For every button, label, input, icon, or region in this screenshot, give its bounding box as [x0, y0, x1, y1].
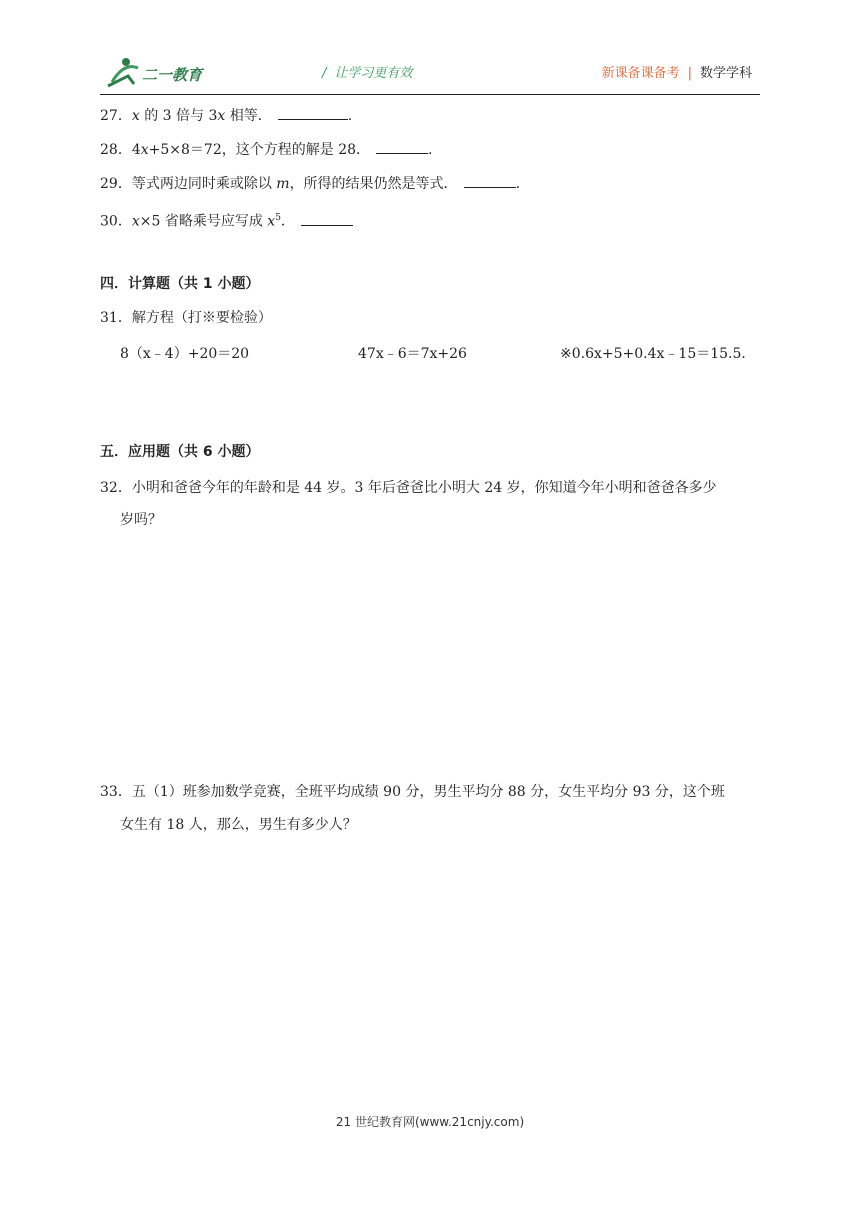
question-31: 31．解方程（打※要检验） [100, 310, 272, 326]
question-33-continued: 女生有 18 人，那么，男生有多少人？ [120, 817, 357, 833]
section-5-heading: 五．应用题（共 6 小题） [100, 444, 260, 460]
section-4-heading: 四．计算题（共 1 小题） [100, 276, 260, 292]
question-28: 28．4x+5×8＝72，这个方程的解是 28． . [100, 142, 433, 158]
answer-blank[interactable] [464, 174, 516, 188]
answer-blank[interactable] [278, 106, 348, 120]
answer-blank[interactable] [301, 212, 353, 226]
question-27: 27．x 的 3 倍与 3x 相等． . [100, 108, 353, 124]
question-33: 33．五（1）班参加数学竞赛，全班平均成绩 90 分，男生平均分 88 分，女生平均分 93 分，这个班 [100, 784, 725, 800]
equation-2: 47x﹣6＝7x+26 [358, 346, 467, 362]
logo [104, 56, 214, 90]
header-subject: 新课备课备考 | 数学学科 [601, 66, 752, 81]
question-32: 32．小明和爸爸今年的年龄和是 44 岁。3 年后爸爸比小明大 24 岁，你知道今年小明和爸爸各多少 [100, 480, 717, 496]
logo-text: 二一教育 [142, 66, 203, 84]
header-divider [100, 94, 760, 95]
page-header [100, 56, 760, 92]
page-footer: 21 世纪教育网(www.21cnjy.com) [335, 1115, 525, 1129]
logo-runner-icon [104, 56, 214, 90]
equation-3: ※0.6x+5+0.4x﹣15＝15.5． [560, 346, 756, 362]
header-slogan: / 让学习更有效 [322, 66, 413, 81]
question-32-continued: 岁吗？ [120, 512, 162, 528]
equation-1: 8（x﹣4）+20＝20 [120, 346, 250, 362]
answer-blank[interactable] [376, 140, 428, 154]
question-29: 29．等式两边同时乘或除以 m，所得的结果仍然是等式． . [100, 176, 521, 192]
question-30: 30．x×5 省略乘号应写成 $x^5$． [100, 208, 353, 232]
